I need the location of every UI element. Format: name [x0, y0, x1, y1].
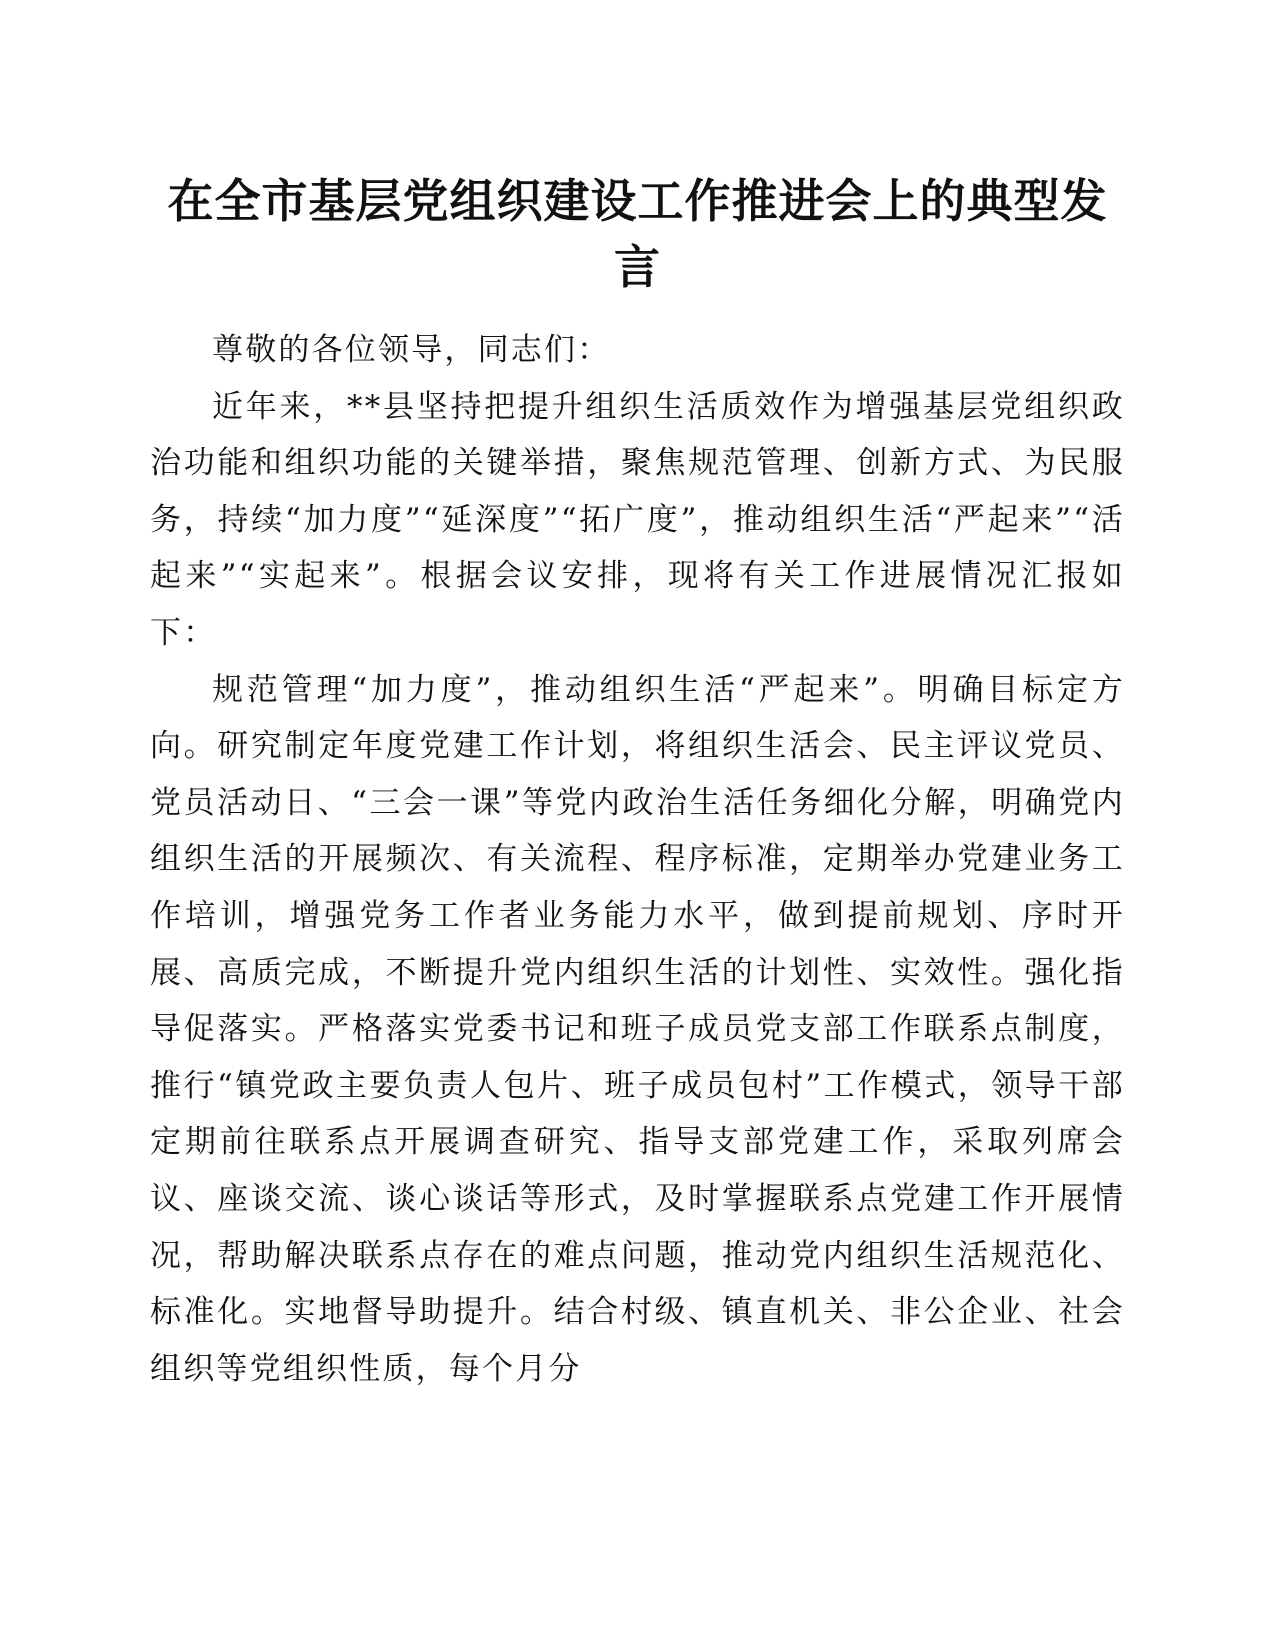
salutation-paragraph: 尊敬的各位领导，同志们： [212, 332, 611, 368]
document-title: 在全市基层党组织建设工作推进会上的典型发言 [167, 174, 1108, 294]
section-paragraph: 规范管理“加力度”，推动组织生活“严起来”。明确目标定方向。研究制定年度党建工作计划，将组织生活会、民主评议党员、党员活动日、“三会一课”等党内政治生活任务细化分解，明确党内组织生活的开展频次、有关流程、程序标准，定期举办党建业务工作培训，增强党务工作者业务能力水平，做到提前规划、序时开展、高质完成，不断提升党内组织生活的计划性、实效性。强化指导促落实。严格落实党委书记和班子成员党支部工作联系点制度，推行“镇党政主要负责人包片、班子成员包村”工作模式，领导干部定期前往联系点开展调查研究、指导支部党建工作，采取列席会议、座谈交流、谈心谈话等形式，及时掌握联系点党建工作开展情况，帮助解决联系点存在的难点问题，推动党内组织生活规范化、标准化。实地督导助提升。结合村级、镇直机关、非公企业、社会组织等党组织性质，每个月分 [150, 671, 1125, 1387]
document-body [150, 322, 1125, 1397]
intro-paragraph: 近年来，**县坚持把提升组织生活质效作为增强基层党组织政治功能和组织功能的关键举措，聚焦规范管理、创新方式、为民服务，持续“加力度”“延深度”“拓广度”，推动组织生活“严起来”“活起来”“实起来”。根据会议安排，现将有关工作进展情况汇报如下： [150, 388, 1125, 651]
